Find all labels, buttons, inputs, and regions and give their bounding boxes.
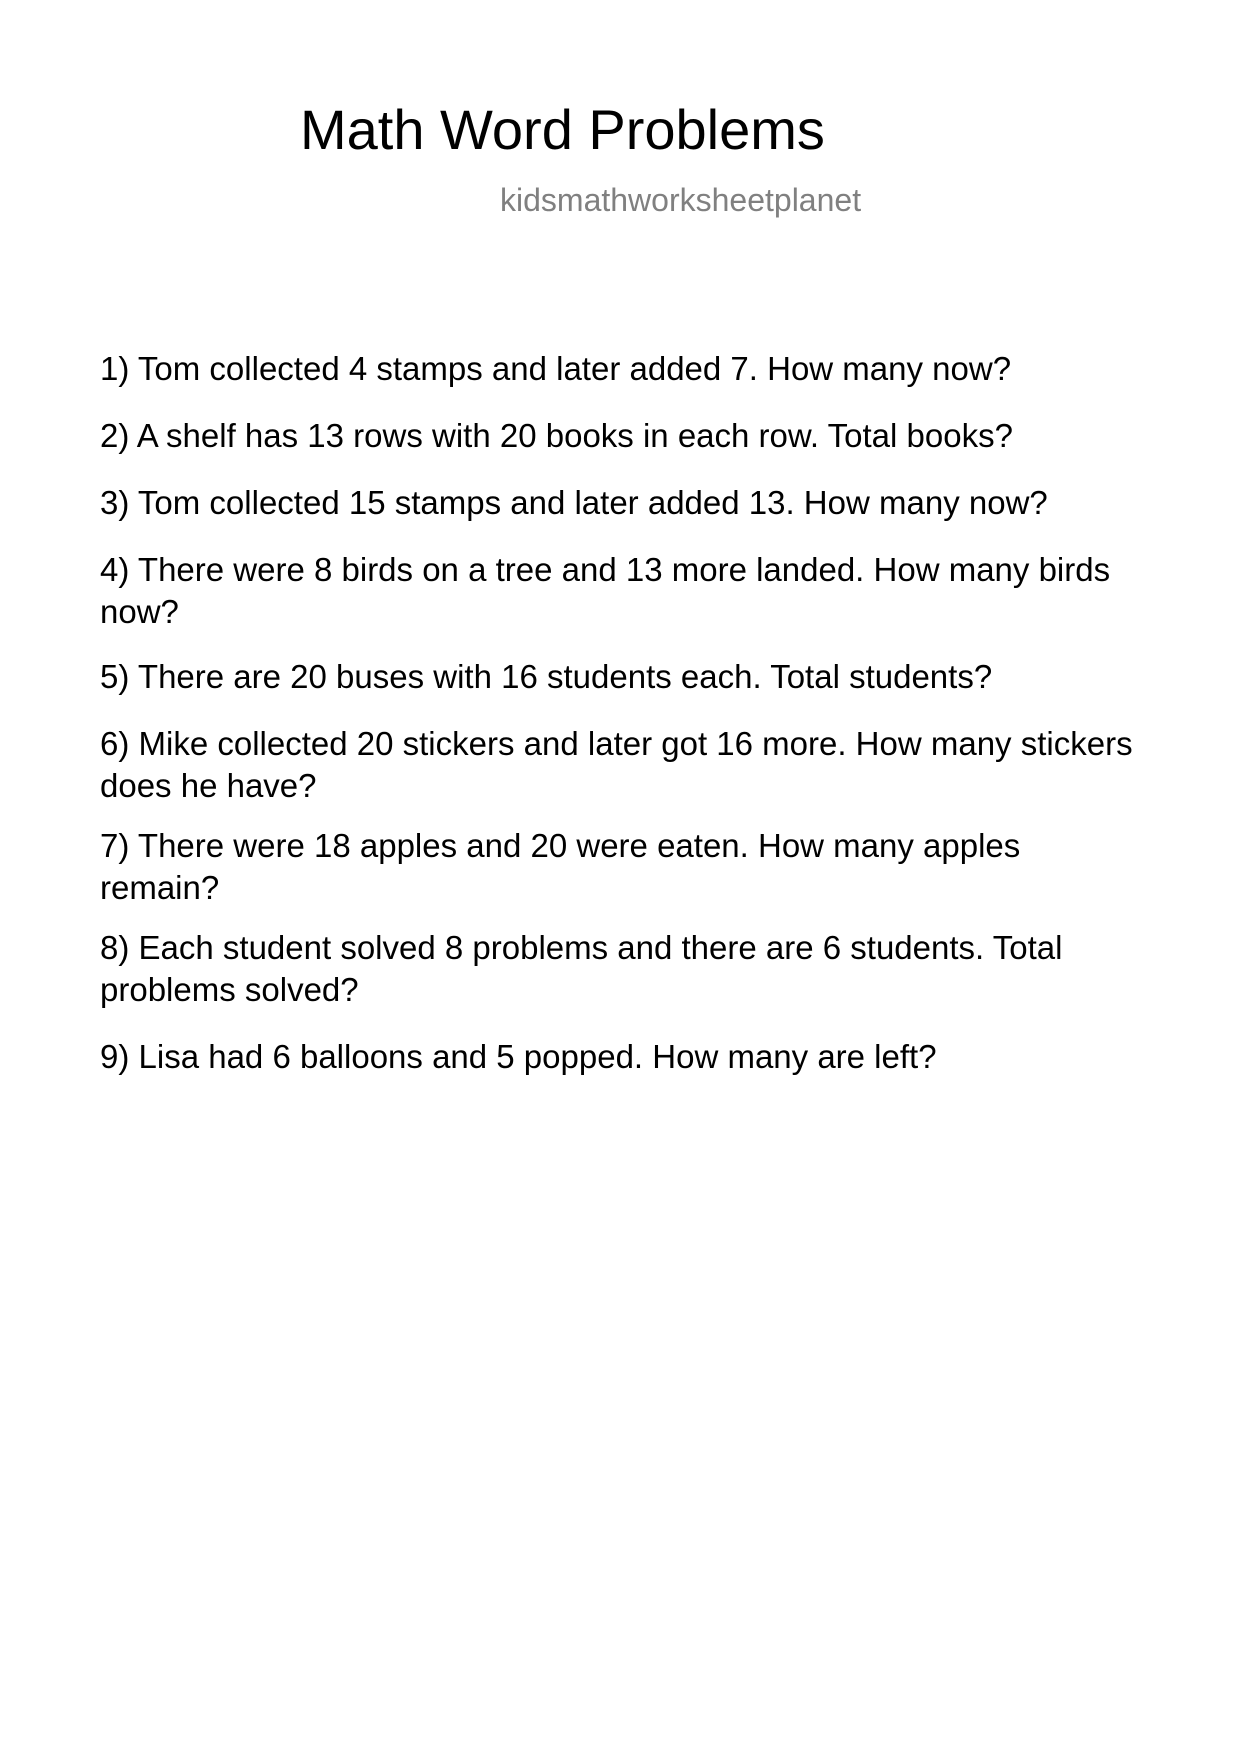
problem-6: 6) Mike collected 20 stickers and later got 16 more. How many stickers does he have? <box>100 725 1133 804</box>
problem-2: 2) A shelf has 13 rows with 20 books in each row. Total books? <box>100 417 1013 454</box>
problem-8: 8) Each student solved 8 problems and there are 6 students. Total problems solved? <box>100 929 1063 1008</box>
problem-5: 5) There are 20 buses with 16 students each. Total students? <box>100 658 993 695</box>
site-name-subtitle: kidsmathworksheetplanet <box>500 182 862 218</box>
problem-3: 3) Tom collected 15 stamps and later added 13. How many now? <box>100 484 1048 521</box>
problem-4: 4) There were 8 birds on a tree and 13 more landed. How many birds now? <box>100 551 1111 630</box>
problem-9: 9) Lisa had 6 balloons and 5 popped. How many are left? <box>100 1038 937 1075</box>
problem-1: 1) Tom collected 4 stamps and later added 7. How many now? <box>100 350 1012 387</box>
page-title: Math Word Problems <box>300 98 825 161</box>
problem-7: 7) There were 18 apples and 20 were eaten. How many apples remain? <box>100 827 1021 906</box>
